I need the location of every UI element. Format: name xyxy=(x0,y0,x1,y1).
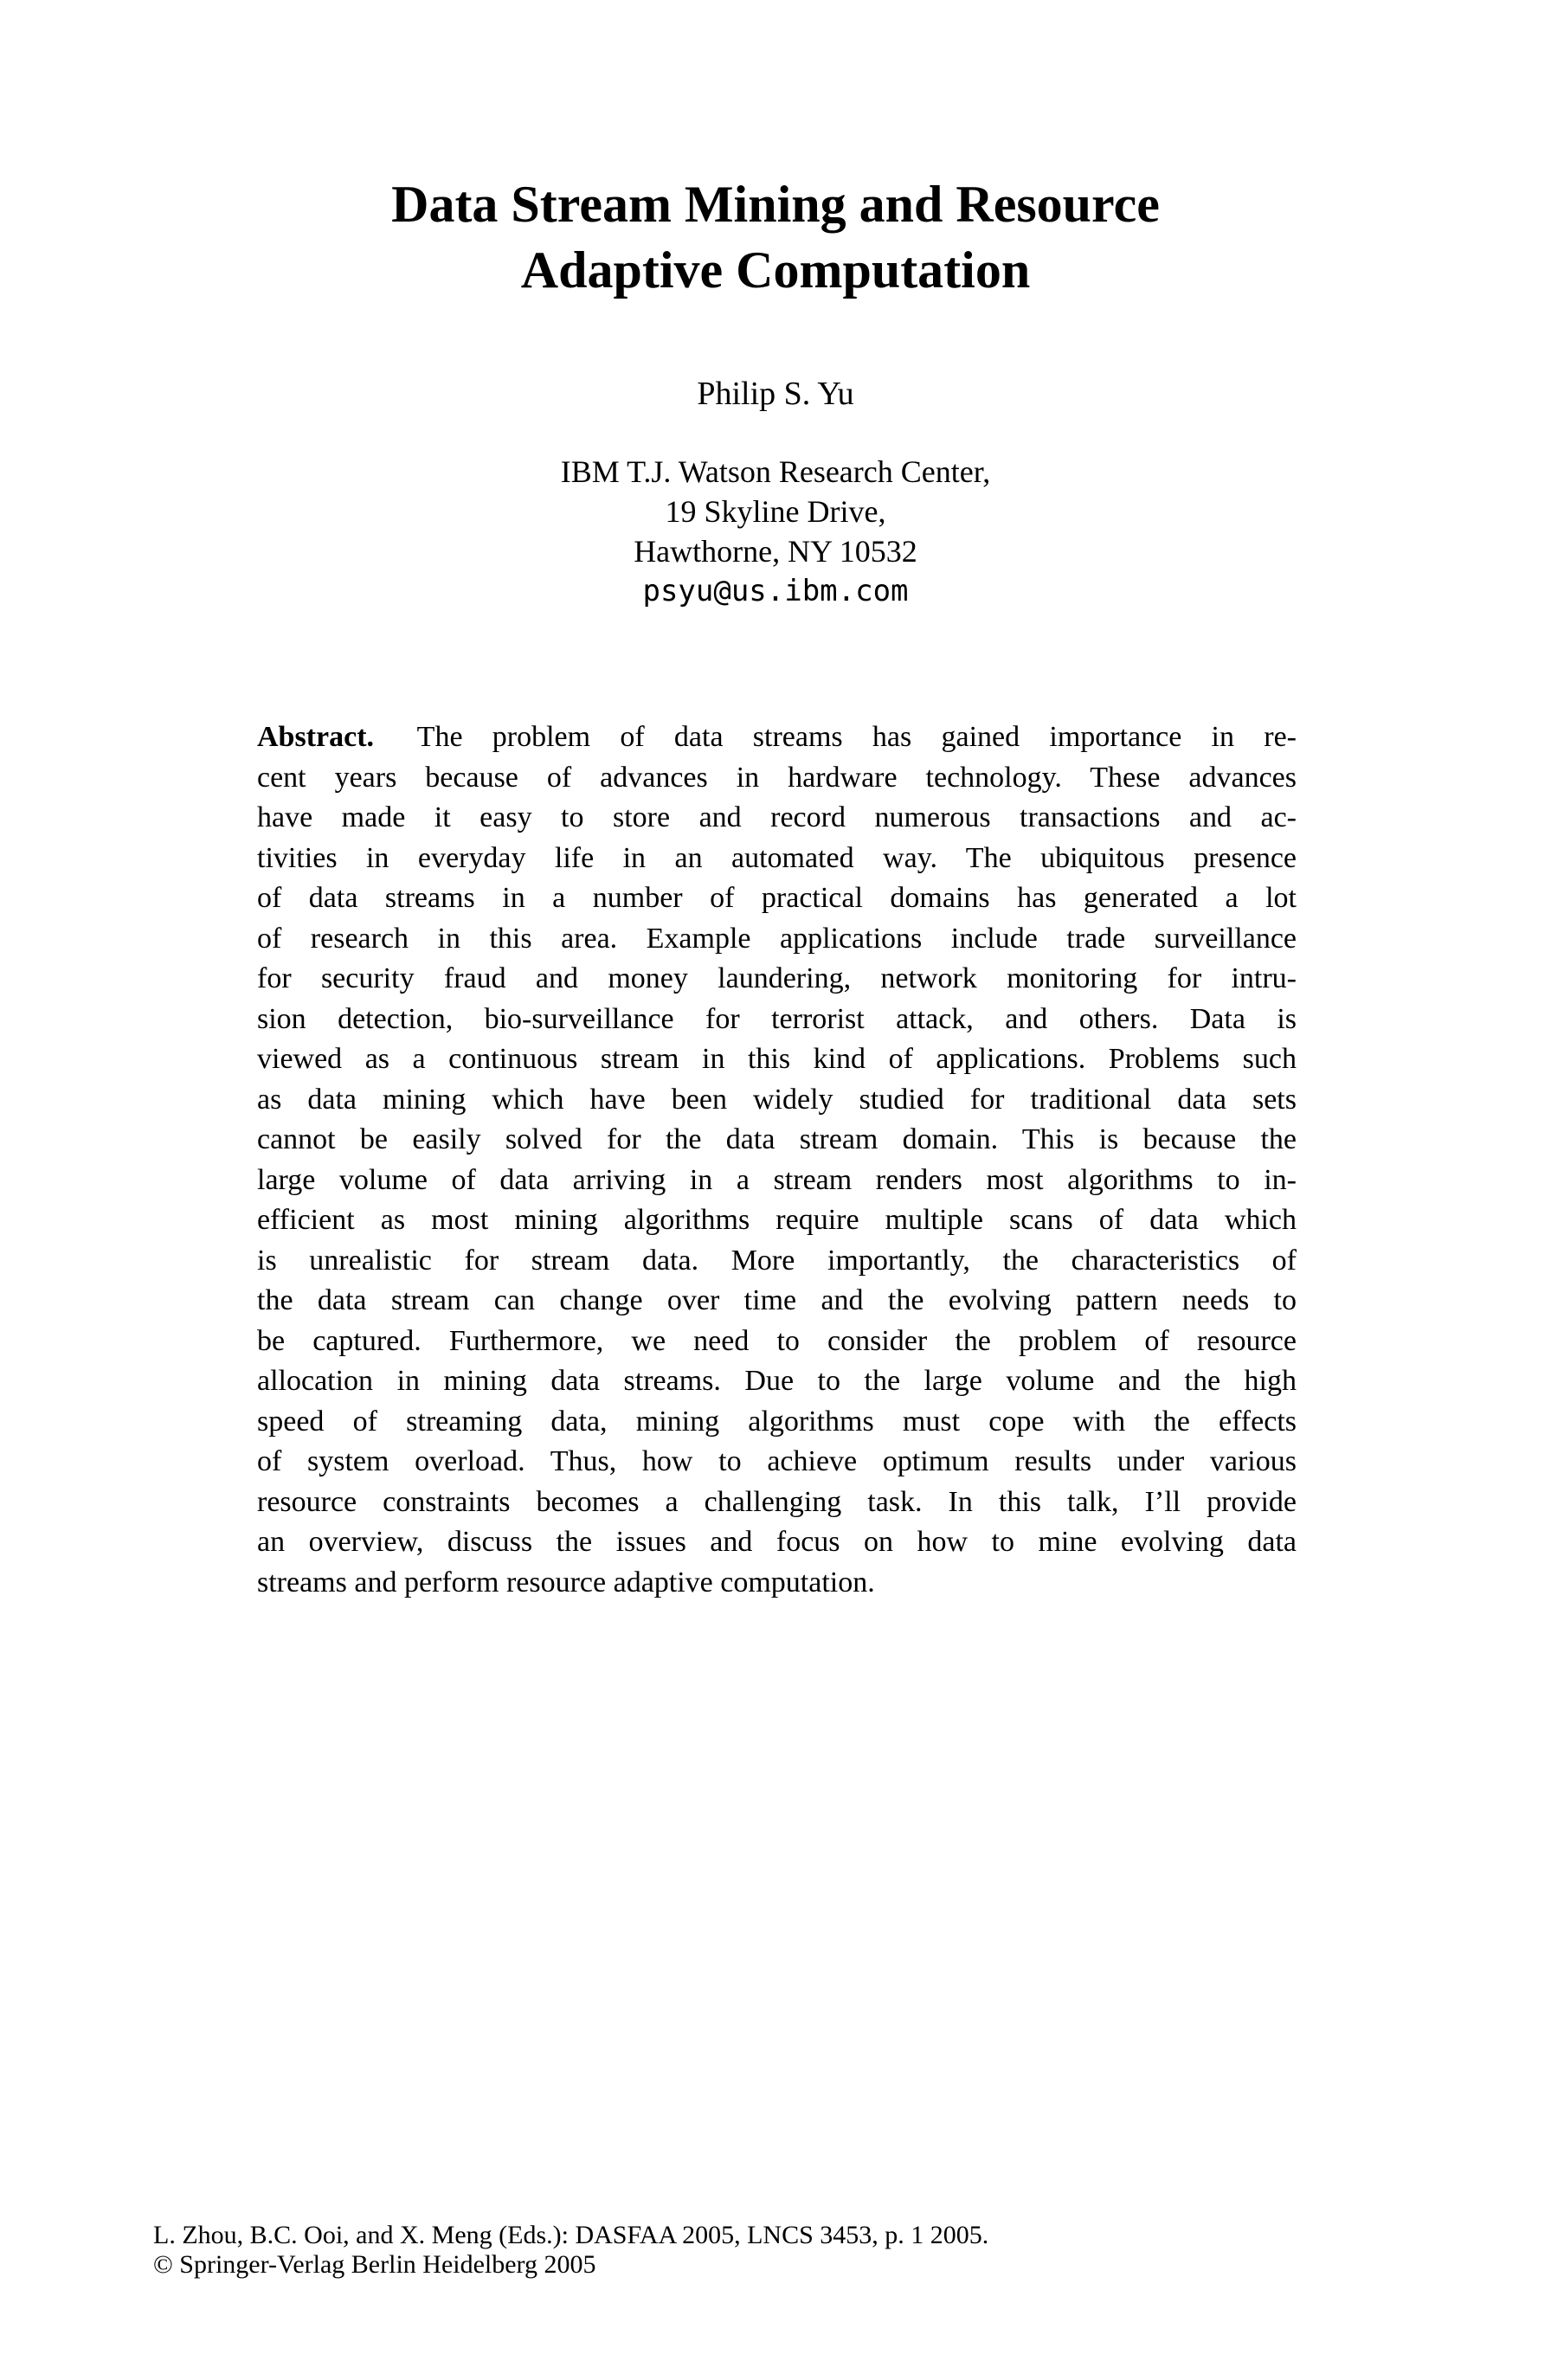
abstract-line: allocation in mining data streams. Due to the large volume and the high xyxy=(257,1365,1297,1397)
abstract-line: sion detection, bio-surveillance for terrorist attack, and others. Data is xyxy=(257,1002,1297,1035)
abstract-line: is unrealistic for stream data. More importantly, the characteristics of xyxy=(257,1244,1297,1277)
abstract-line xyxy=(257,717,1297,758)
abstract-line: viewed as a continuous stream in this kind of applications. Problems such xyxy=(257,1043,1297,1075)
abstract-line: as data mining which have been widely studied for traditional data sets xyxy=(257,1083,1297,1116)
abstract-line: be captured. Furthermore, we need to consider the problem of resource xyxy=(257,1324,1297,1357)
abstract-line: large volume of data arriving in a stream renders most algorithms to in- xyxy=(257,1163,1297,1196)
title-line-2: Adaptive Computation xyxy=(520,241,1031,299)
footer-copyright-line: © Springer-Verlag Berlin Heidelberg 2005 xyxy=(153,2250,596,2279)
abstract-line: have made it easy to store and record numerous transactions and ac- xyxy=(257,801,1297,833)
author-name: Philip S. Yu xyxy=(697,376,854,412)
abstract-line: resource constraints becomes a challenging task. In this talk, I’ll provide xyxy=(257,1485,1297,1518)
affiliation-block xyxy=(153,452,1398,611)
abstract-line: of research in this area. Example applications include trade surveillance xyxy=(257,922,1297,955)
footer-citation-line: L. Zhou, B.C. Ooi, and X. Meng (Eds.): DASFAA 2005, LNCS 3453, p. 1 2005. xyxy=(153,2221,989,2249)
abstract-block xyxy=(257,717,1297,1603)
page-title xyxy=(153,171,1398,303)
title-line-1: Data Stream Mining and Resource xyxy=(391,176,1160,233)
abstract-label: Abstract. xyxy=(257,721,375,753)
footer-block xyxy=(153,2221,1398,2280)
affiliation-line: 19 Skyline Drive, xyxy=(665,494,886,529)
abstract-line: an overview, discuss the issues and focus on how to mine evolving data xyxy=(257,1526,1297,1558)
abstract-line: efficient as most mining algorithms require multiple scans of data which xyxy=(257,1204,1297,1236)
abstract-line: of data streams in a number of practical domains has generated a lot xyxy=(257,882,1297,914)
abstract-line: the data stream can change over time and the evolving pattern needs to xyxy=(257,1284,1297,1316)
abstract-line: streams and perform resource adaptive computation. xyxy=(257,1566,875,1598)
abstract-line: of system overload. Thus, how to achieve optimum results under various xyxy=(257,1445,1297,1477)
abstract-line: cent years because of advances in hardware technology. These advances xyxy=(257,761,1297,794)
abstract-line: for security fraud and money laundering, network monitoring for intru- xyxy=(257,962,1297,994)
author-email: psyu@us.ibm.com xyxy=(642,574,909,608)
affiliation-line: IBM T.J. Watson Research Center, xyxy=(560,454,991,489)
abstract-line: speed of streaming data, mining algorithms must cope with the effects xyxy=(257,1405,1297,1438)
abstract-line: cannot be easily solved for the data stream domain. This is because the xyxy=(257,1123,1297,1155)
abstract-text: The problem of data streams has gained importance in re- xyxy=(416,721,1297,753)
affiliation-line: Hawthorne, NY 10532 xyxy=(634,534,917,569)
abstract-line: tivities in everyday life in an automated way. The ubiquitous presence xyxy=(257,841,1297,874)
